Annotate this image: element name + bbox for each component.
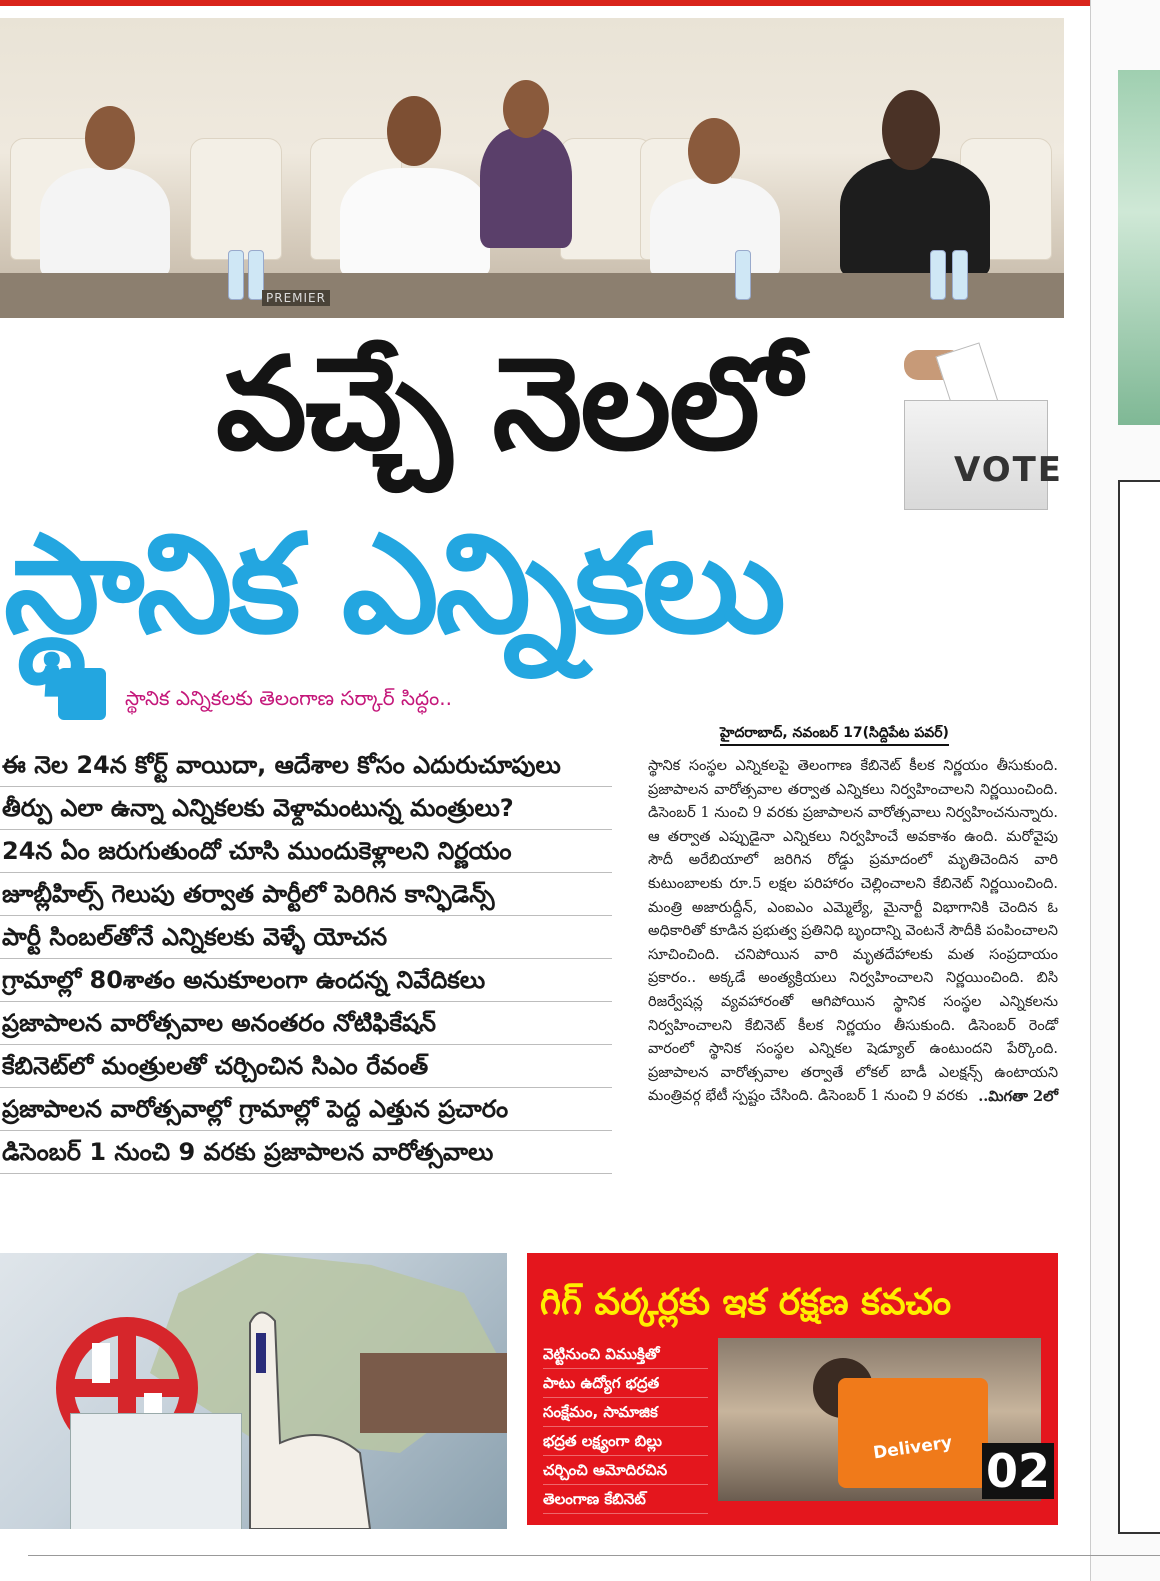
gig-summary-line: చర్చించి ఆమోదిరచిన xyxy=(543,1456,708,1485)
headline-glyph-decoration xyxy=(58,668,106,720)
village-roof xyxy=(360,1353,507,1433)
vote-ballot-icon xyxy=(904,330,1064,510)
bottom-rule xyxy=(28,1555,1160,1556)
top-accent-bar xyxy=(0,0,1160,6)
gig-summary-line: సంక్షేమం, సామాజిక xyxy=(543,1398,708,1427)
cabinet-meeting-photo xyxy=(0,18,1064,318)
headline-line-1: వచ్చే నెలలో xyxy=(216,330,799,479)
person xyxy=(340,168,490,278)
inked-finger-icon xyxy=(230,1303,380,1529)
water-bottle xyxy=(228,250,244,300)
adjacent-photo xyxy=(1118,70,1160,425)
dateline: హైదరాబాద్, నవంబర్ 17(సిద్దిపేట పవర్) xyxy=(720,725,949,746)
headline-line-2: స్థానిక ఎన్నికలు xyxy=(4,506,783,664)
chair xyxy=(190,138,282,260)
highlights-list xyxy=(0,750,612,1180)
election-graphic xyxy=(0,1253,507,1529)
highlight-item: జూబ్లీహిల్స్ గెలుపు తర్వాత పార్టీలో పెరిగిన కాన్ఫిడెన్స్ xyxy=(0,879,612,916)
highlight-item: 24న ఏం జరుగుతుందో చూసి ముందుకెళ్లాలని నిర్ణయం xyxy=(0,836,612,873)
gig-summary-line: తెలంగాణ కేబినెట్ xyxy=(543,1485,708,1514)
person-head xyxy=(882,90,940,170)
highlight-item: కేబినెట్‌లో మంత్రులతో చర్చించిన సిఎం రేవంత్ xyxy=(0,1051,612,1088)
highlight-item: గ్రామాల్లో 80శాతం అనుకూలంగా ఉందన్న నివేదికలు xyxy=(0,965,612,1002)
person-head xyxy=(85,106,135,170)
person xyxy=(480,128,572,248)
highlight-item: తీర్పు ఎలా ఉన్నా ఎన్నికలకు వెళ్దామంటున్న మంత్రులు? xyxy=(0,793,612,830)
nameplate-tag: PREMIER xyxy=(262,290,330,306)
water-bottle xyxy=(952,250,968,300)
gig-title: గిగ్ వర్కర్లకు ఇక రక్షణ కవచం xyxy=(540,1282,952,1323)
article-body xyxy=(648,755,1058,1109)
meeting-table xyxy=(0,273,1064,318)
delivery-bag-label: Delivery xyxy=(871,1432,954,1464)
adjacent-article-box xyxy=(1118,480,1160,1534)
person-head xyxy=(503,80,549,138)
vote-label: VOTE xyxy=(954,450,1064,490)
person-head xyxy=(688,118,740,184)
village-building xyxy=(70,1413,242,1529)
water-bottle xyxy=(735,250,751,300)
chair xyxy=(560,138,652,260)
person-head xyxy=(387,96,441,166)
highlight-item: డిసెంబర్ 1 నుంచి 9 వరకు ప్రజాపాలన వారోత్సవాలు xyxy=(0,1137,612,1174)
continued-link[interactable]: ..మిగతా 2లో xyxy=(978,1088,1058,1106)
page-reference[interactable]: 02 xyxy=(982,1443,1054,1499)
highlight-item: ప్రజాపాలన వారోత్సవాల అనంతరం నోటిఫికేషన్ xyxy=(0,1008,612,1045)
delivery-bag xyxy=(838,1378,988,1488)
highlight-item: ఈ నెల 24న కోర్ట్ వాయిదా, ఆదేశాల కోసం ఎదురుచూపులు xyxy=(0,750,612,787)
gig-summary-line: వెట్టినుంచి విముక్తితో xyxy=(543,1340,708,1369)
gig-summary-line: భద్రత లక్ష్యంగా బిల్లు xyxy=(543,1427,708,1456)
person xyxy=(650,178,780,278)
highlight-item: పార్టీ సింబల్‌తోనే ఎన్నికలకు వెళ్ళే యోచన xyxy=(0,922,612,959)
subheadline: స్థానిక ఎన్నికలకు తెలంగాణ సర్కార్ సిద్ధం.. xyxy=(125,686,452,710)
water-bottle xyxy=(930,250,946,300)
highlight-item: ప్రజాపాలన వారోత్సవాల్లో గ్రామాల్లో పెద్ద ఎత్తున ప్రచారం xyxy=(0,1094,612,1131)
article-body-text: స్థానిక సంస్థల ఎన్నికలపై తెలంగాణ కేబినెట్ కీలక నిర్ణయం తీసుకుంది. ప్రజాపాలన వారోత్సవాల తర్వాత ఎన్నికలు నిర్వహించాలని నిర్ణయించింది. డిసెంబర్ 1 నుంచి 9 వరకు ప్రజాపాలన వారోత్సవాలు నిర్వహించనున్నారు. ఆ తర్వాత ఎప్పుడైనా ఎన్నికలు నిర్వహించే అవకాశం ఉంది. మరోవైపు సౌదీ అరేబియాలో జరిగిన రోడ్డు ప్రమాదంలో మృతిచెందిన వారి కుటుంబాలకు రూ.5 లక్షల పరిహారం చెల్లించాలని కేబినెట్ నిర్ణయించింది. మంత్రి అజారుద్దీన్, ఎంఐఎం ఎమ్మెల్యే, మైనార్టీ విభాగానికి చెందిన ఓ అధికారితో కూడిన ప్రభుత్వ ప్రతినిధి బృందాన్ని వెంటనే సౌదీకి పంపించాలని సూచించింది. చనిపోయిన వారి మృతదేహాలకు మత సంప్రదాయం ప్రకారం.. అక్కడే అంత్యక్రియలు నిర్వహించాలని నిర్ణయించింది. బిసి రిజర్వేషన్ల వ్యవహారంతో ఆగిపోయిన స్థానిక సంస్థల ఎన్నికలను నిర్వహించాలని కేబినెట్ కీలక నిర్ణయం తీసుకుంది. డిసెంబర్ రెండో వారంలో స్థానిక సంస్థల ఎన్నికల షెడ్యూల్ ఉంటుందని పేర్కొంది. ప్రజాపాలన వారోత్సవాల తర్వాతే లోకల్ బాడీ ఎలక్షన్స్ ఉంటాయని మంత్రివర్గ భేటీ స్పష్టం చేసింది. డిసెంబర్ 1 నుంచి 9 వరకు xyxy=(648,758,1058,1105)
gig-summary-line: పాటు ఉద్యోగ భద్రత xyxy=(543,1369,708,1398)
gig-summary xyxy=(543,1340,708,1514)
person xyxy=(40,168,170,278)
